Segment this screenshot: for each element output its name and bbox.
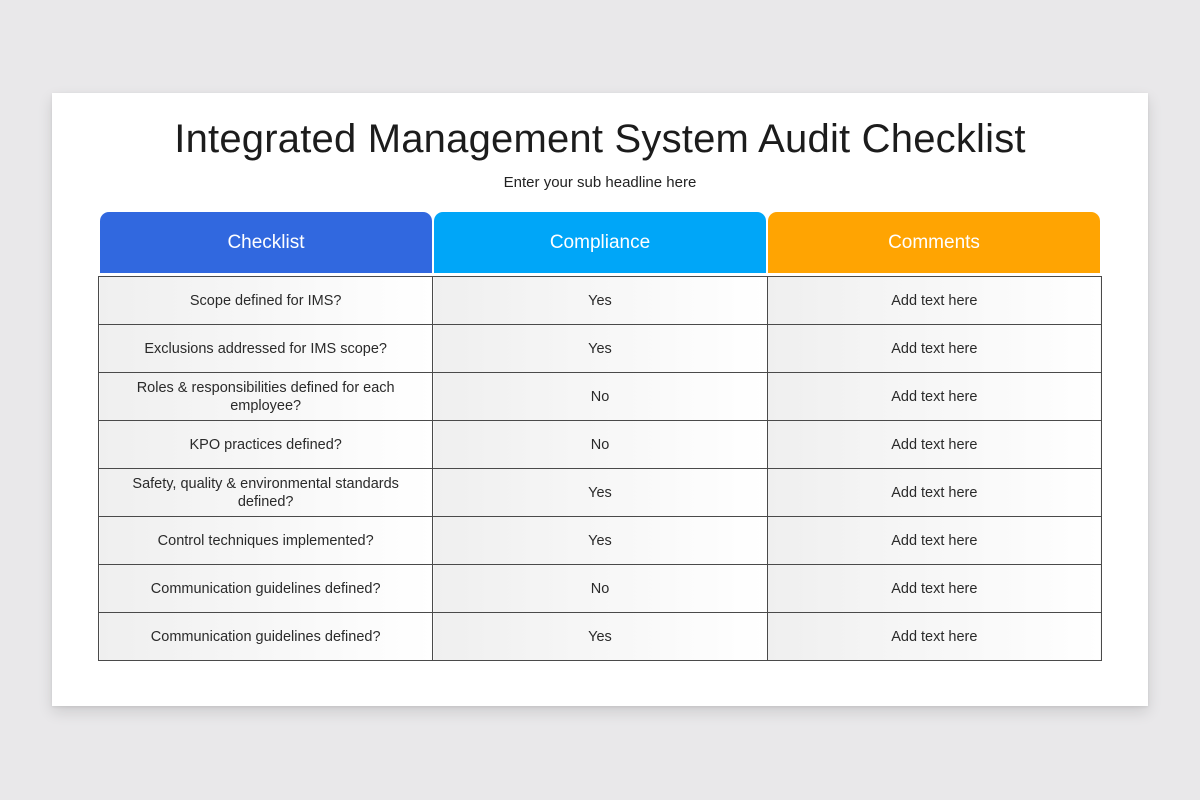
checklist-cell: Communication guidelines defined? — [99, 613, 433, 661]
page-subtitle: Enter your sub headline here — [503, 174, 697, 191]
checklist-cell: Communication guidelines defined? — [99, 565, 433, 613]
slide-card — [52, 93, 1148, 706]
table-row — [99, 565, 1102, 613]
comments-cell: Add text here — [767, 517, 1101, 565]
checklist-cell: Exclusions addressed for IMS scope? — [99, 325, 433, 373]
compliance-cell: No — [433, 421, 767, 469]
audit-checklist-table — [98, 276, 1102, 661]
compliance-cell: Yes — [433, 613, 767, 661]
table-header-row — [99, 212, 1101, 273]
comments-cell: Add text here — [767, 325, 1101, 373]
checklist-cell: Roles & responsibilities defined for each employee? — [99, 373, 433, 421]
table-row — [99, 277, 1102, 325]
comments-cell: Add text here — [767, 373, 1101, 421]
header-comments: Comments — [768, 212, 1100, 273]
compliance-cell: Yes — [433, 325, 767, 373]
checklist-cell: KPO practices defined? — [99, 421, 433, 469]
comments-cell: Add text here — [767, 421, 1101, 469]
checklist-cell: Control techniques implemented? — [99, 517, 433, 565]
table-row — [99, 517, 1102, 565]
checklist-cell: Scope defined for IMS? — [99, 277, 433, 325]
compliance-cell: No — [433, 373, 767, 421]
table-row — [99, 325, 1102, 373]
header-checklist: Checklist — [100, 212, 432, 273]
header-compliance: Compliance — [434, 212, 766, 273]
table-row — [99, 613, 1102, 661]
comments-cell: Add text here — [767, 565, 1101, 613]
table-row — [99, 421, 1102, 469]
comments-cell: Add text here — [767, 469, 1101, 517]
compliance-cell: Yes — [433, 277, 767, 325]
checklist-cell: Safety, quality & environmental standards defined? — [99, 469, 433, 517]
table-row — [99, 469, 1102, 517]
comments-cell: Add text here — [767, 613, 1101, 661]
compliance-cell: Yes — [433, 517, 767, 565]
comments-cell: Add text here — [767, 277, 1101, 325]
compliance-cell: No — [433, 565, 767, 613]
compliance-cell: Yes — [433, 469, 767, 517]
page-title: Integrated Management System Audit Checklist — [174, 117, 1026, 161]
table-row — [99, 373, 1102, 421]
